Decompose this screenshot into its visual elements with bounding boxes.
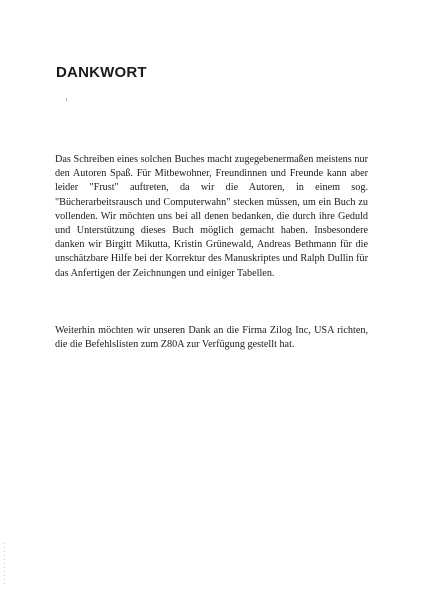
page-title: DANKWORT [56,64,147,81]
scan-mark [66,98,67,101]
paragraph-thanks-zilog: Weiterhin möchten wir unseren Dank an die Firma Zilog Inc, USA richten, die die Befehlslisten zum Z80A zur Verfügung gestellt hat. [55,325,368,351]
scan-edge-marks [4,543,5,587]
paragraph-acknowledgement: Das Schreiben eines solchen Buches macht zugegebenermaßen meistens nur den Autoren Spaß. Für Mitbewohner, Freundinnen und Freunde kann aber leider "Frust" auftreten, da wir die Autoren, in einem sog. "Bücherarbeitsrausch und Computerwahn" stecken müssen, um ein Buch zu vollenden. Wir möchten uns bei all denen bedanken, die durch ihre Geduld und Unterstützung dieses Buch möglich gemacht haben. Insbesondere danken wir Birgitt Mikutta, Kristin Grünewald, Andreas Bethmann für die unschätzbare Hilfe bei der Korrektur des Manuskriptes und Ralph Dullin für das Anfertigen der Zeichnungen und einiger Tabellen. [55,154,368,279]
